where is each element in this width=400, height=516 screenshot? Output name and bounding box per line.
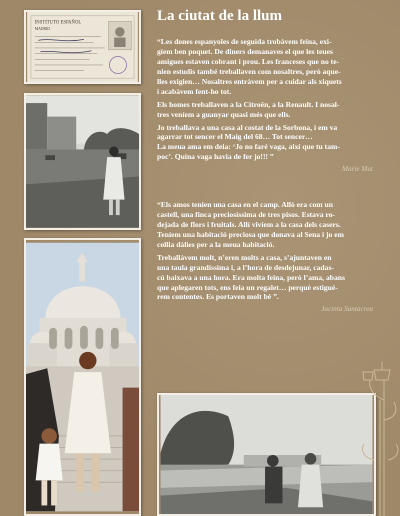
document-subheading: MADRID [34,26,51,31]
photo-paris-street [24,93,141,230]
document-illustration [26,12,139,82]
street-illustration [26,95,139,228]
testimony-marie [157,37,379,175]
testimony-jacinta [157,200,379,315]
signature-marie: Marie Mut [342,165,373,174]
street-lamp-decoration [354,340,400,516]
testimony-marie-paragraph-3: Jo treballava a una casa al costat de la Sorbona, i em va agarrar tot sencer el Maig del 68… Tot sencer… La meua ama em deia: ‘Jo no faré vaga, així que tu tam- poc’. Quina vaga havia de fer jo!!! ” [157,122,340,162]
testimony-jacinta-paragraph-1: “Els amos tenien una casa en el camp. Allò era com un castell, una finca preciosíssima de tres pisos. Estava ro- dejada de flors i fruitals. Allí vivíem a la casa dels casers. Teníem una habitació preciosa que donava al Sena i jo em collia dàlies per a la meua habitació. [157,200,344,249]
photo-document [24,10,141,84]
photo-sacre-coeur [24,238,141,516]
page-title: La ciutat de la llum [157,8,283,24]
garden-illustration [159,395,374,514]
photo-garden [157,393,376,516]
testimony-jacinta-paragraph-2: Treballàvem molt, n’eren molts a casa, s’ajuntaven en una taula grandíssima i, a l’hora de desdejunar, cadas- cú baixava a una hora. Era molta feina, però l’ama, abans que aplegaren tots, ens feia un regalet… perquè estigué- rem contentes. Es portaven molt bé ”. [157,252,345,302]
testimony-marie-paragraph-1: “Les dones espanyoles de seguida trobàvem feina, exi- gíem ben poquet. De diners demanaves el que les teues amigues estaven cobrant i prou. Les franceses que no te- nien estudis també treballaven com nosaltres, però aque- lles exigien… Nosaltres entràvem per a cuidar als xiquets i acabàvem fent-ho tot. [157,37,342,96]
basilica-illustration [26,240,139,514]
testimony-marie-paragraph-2: Els homes treballaven a la Citroën, a la Renault. I nosal- tres veníem a guanyar quasi més que ells. [157,99,340,119]
signature-jacinta: Jacinta Santacreu [321,305,373,314]
document-heading: INSTITUTO ESPAÑOL [34,20,82,26]
